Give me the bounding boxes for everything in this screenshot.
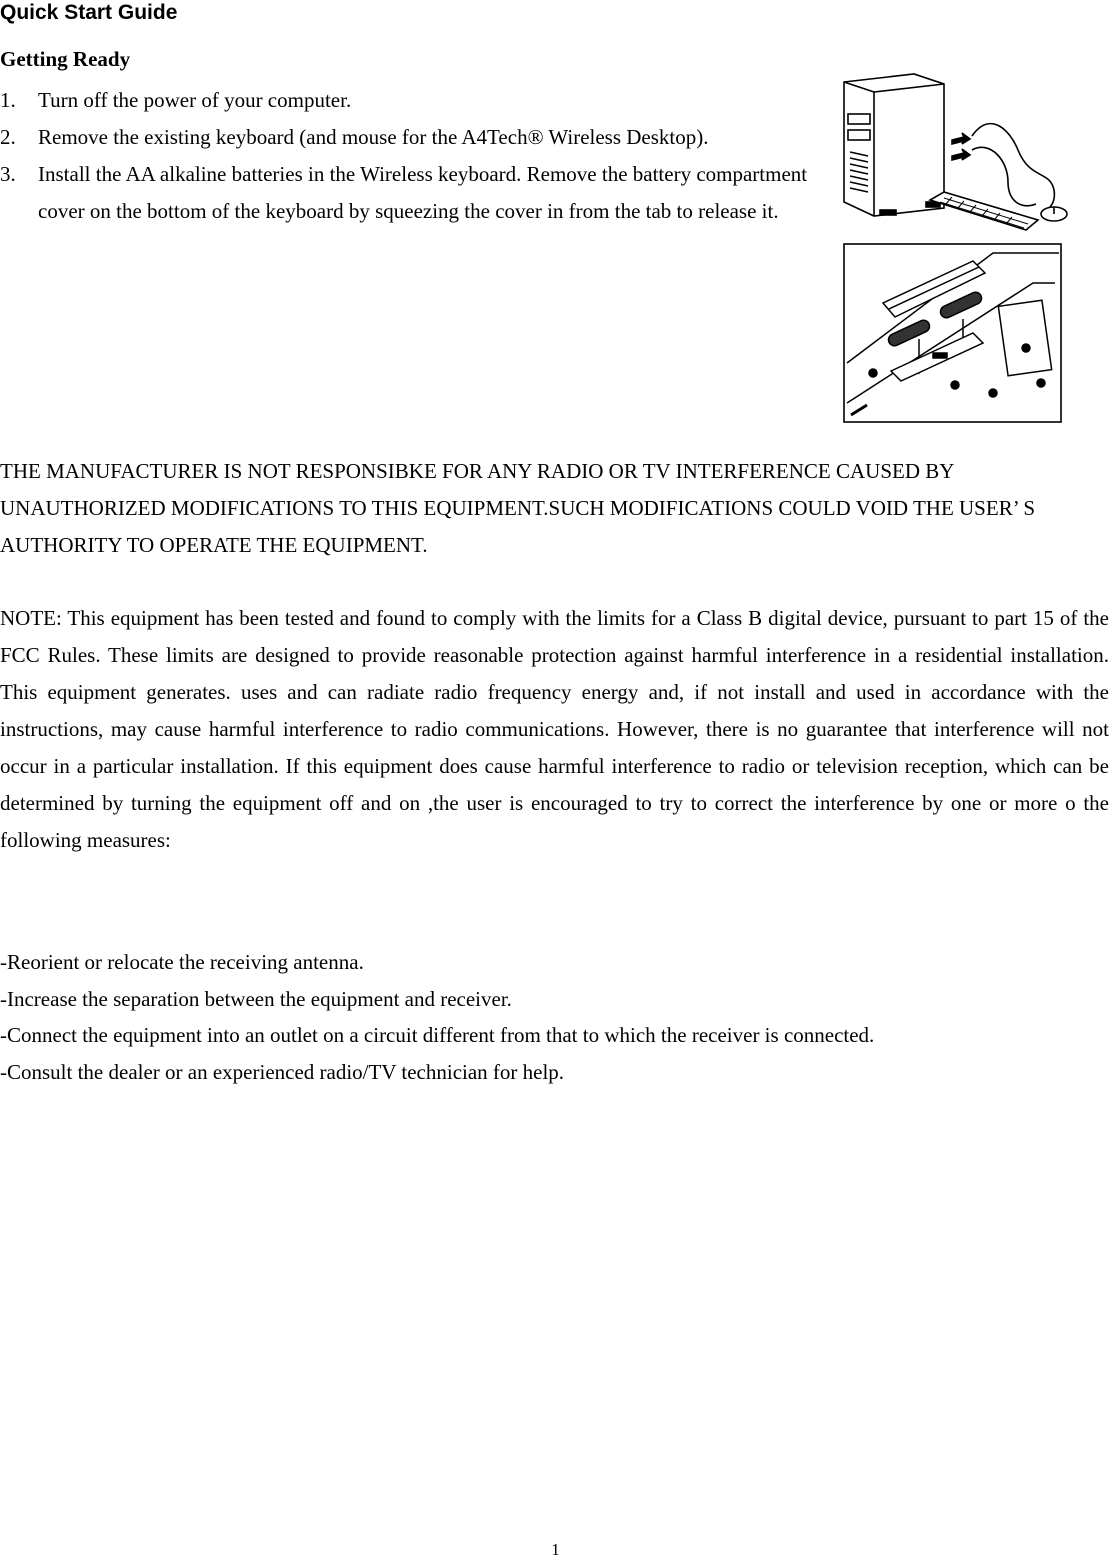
- page-number: 1: [551, 1540, 560, 1559]
- manufacturer-disclaimer: THE MANUFACTURER IS NOT RESPONSIBKE FOR ANY RADIO OR TV INTERFERENCE CAUSED BY UNAUTHORIZED MODIFICATIONS TO THIS EQUIPMENT.SUCH MODIFICATIONS COULD VOID THE USER’ S AUTHORITY TO OPERATE THE EQUIPMENT.: [0, 459, 1036, 557]
- measures-list: [0, 944, 1108, 1090]
- list-item: -Consult the dealer or an experienced radio/TV technician for help.: [0, 1059, 565, 1084]
- step-text: Turn off the power of your computer.: [38, 88, 352, 112]
- step-number: 2.: [0, 125, 16, 149]
- step-number: 3.: [0, 162, 16, 186]
- list-item: -Reorient or relocate the receiving antenna.: [0, 950, 364, 974]
- list-item: [0, 156, 838, 230]
- list-item: [0, 119, 738, 156]
- list-item: -Increase the separation between the equipment and receiver.: [0, 986, 512, 1011]
- battery-install-illustration: [843, 243, 1062, 423]
- step-text: Remove the existing keyboard (and mouse for the A4Tech® Wireless Desktop).: [38, 125, 709, 149]
- page-title: Quick Start Guide: [0, 1, 178, 24]
- computer-setup-illustration: [840, 70, 1072, 240]
- list-item: -Connect the equipment into an outlet on a circuit different from that to which the receiver is connected.: [0, 1023, 875, 1047]
- section-heading: Getting Ready: [0, 47, 131, 71]
- fcc-note: NOTE: This equipment has been tested and found to comply with the limits for a Class B digital device, pursuant to part 15 of the FCC Rules. These limits are designed to provide reasonable protection against harmful interference in a residential installation. This equipment generates. uses and can radiate radio frequency energy and, if not install and used in accordance with the instructions, may cause harmful interference to radio communications. However, there is no guarantee that interference will not occur in a particular installation. If this equipment does cause harmful interference to radio or television reception, which can be determined by turning the equipment off and on ,the user is encouraged to try to correct the interference by one or more o the following measures:: [0, 606, 1109, 852]
- steps-list: [0, 82, 830, 230]
- step-number: 1.: [0, 88, 16, 112]
- step-text: Install the AA alkaline batteries in the Wireless keyboard. Remove the battery compartment cover on the bottom of the keyboard by squeezing the cover in from the tab to release it.: [38, 162, 808, 223]
- list-item: [0, 82, 830, 119]
